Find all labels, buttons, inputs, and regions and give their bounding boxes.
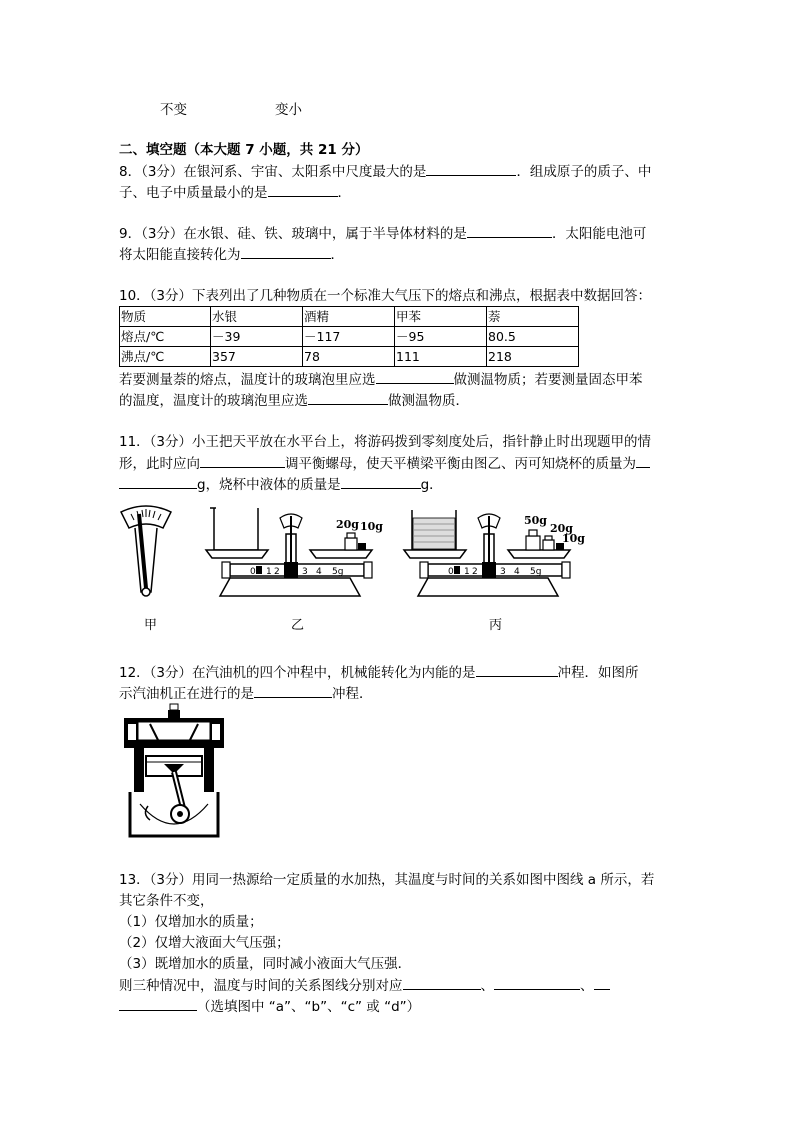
q13-blank-1[interactable] — [403, 975, 481, 990]
q11-blank-2a[interactable] — [636, 453, 650, 468]
q13-text-1: 则三种情况中，温度与时间的关系图线分别对应 — [119, 978, 403, 994]
q13-text-2: （选填图中 “a”、“b”、“c” 或 “d”） — [197, 999, 421, 1015]
q11-text-3: g，烧杯中液体的质量是 — [197, 477, 341, 493]
scale-tick: 5g — [332, 567, 344, 577]
q9-blank-1[interactable] — [467, 223, 552, 238]
table-cell: 80.5 — [487, 327, 579, 347]
q9-text-2: ．太阳能电池可 — [551, 226, 647, 242]
engine-figure — [120, 704, 228, 844]
q11-text-2: 调平衡螺母，使天平横梁平衡由图乙、丙可知烧杯的质量为 — [285, 456, 636, 472]
table-cell: 甲苯 — [395, 307, 487, 327]
q13-blank-2[interactable] — [494, 975, 580, 990]
q11-blank-1[interactable] — [200, 453, 285, 468]
scale-tick: 1 — [266, 567, 272, 577]
q8-text-4: ． — [337, 185, 351, 201]
q12-text-3: 示汽油机正在进行的是 — [119, 686, 254, 702]
table-cell: 78 — [303, 347, 395, 367]
scale-tick: 3 — [500, 567, 506, 577]
q10-text-2: 做测温物质；若要测量固态甲苯 — [453, 372, 643, 388]
scale-tick: 3 — [302, 567, 308, 577]
q10-line2 — [119, 369, 643, 390]
balance-bing-figure — [398, 504, 585, 610]
q12-text-4: 冲程． — [332, 686, 373, 702]
table-cell: 熔点/℃ — [120, 327, 211, 347]
table-cell: 水银 — [211, 307, 303, 327]
q10-text-4: 做测温物质． — [388, 393, 469, 409]
label-yi: 乙 — [291, 618, 305, 633]
q11-line2 — [119, 453, 650, 474]
q8-text-1: 8．（3分）在银河系、宇宙、太阳系中尺度最大的是 — [119, 164, 427, 180]
q13-line6 — [119, 975, 610, 996]
table-row — [120, 327, 579, 347]
label-jia: 甲 — [144, 618, 158, 633]
q9-text-4: ． — [330, 247, 344, 263]
q9-line1 — [119, 223, 646, 244]
q8-line2 — [119, 182, 351, 203]
table-cell: 物质 — [120, 307, 211, 327]
q13-sep-2: 、 — [580, 978, 594, 994]
q10-text-1: 若要测量萘的熔点，温度计的玻璃泡里应选 — [119, 372, 376, 388]
balance-yi-figure — [200, 504, 383, 610]
q13-line1: 13．（3分）用同一热源给一定质量的水加热，其温度与时间的关系如图中图线 a 所示，若 — [119, 872, 655, 888]
scale-tick: 2 — [472, 567, 478, 577]
q9-blank-2[interactable] — [241, 244, 331, 259]
properties-table — [119, 306, 579, 367]
scale-tick: 0 — [250, 567, 256, 577]
weight-label: 50g — [524, 514, 547, 527]
scale-tick: 4 — [514, 567, 520, 577]
q9-text-3: 将太阳能直接转化为 — [119, 247, 241, 263]
q13-cond-1: （1）仅增加水的质量； — [119, 914, 263, 930]
q11-line3 — [119, 474, 443, 495]
q13-cond-2: （2）仅增大液面大气压强； — [119, 935, 290, 951]
q13-sep-1: 、 — [480, 978, 494, 994]
q10-intro: 10．（3分）下表列出了几种物质在一个标准大气压下的熔点和沸点，根据表中数据回答： — [119, 288, 652, 304]
q12-line1 — [119, 662, 639, 683]
q10-line3 — [119, 390, 469, 411]
table-header-row — [120, 307, 579, 327]
scale-tick: 0 — [448, 567, 454, 577]
q10-blank-1[interactable] — [376, 369, 454, 384]
q9-line2 — [119, 244, 344, 265]
section-title: 二、填空题（本大题 7 小题，共 21 分） — [119, 142, 369, 158]
dial-jia-figure — [115, 502, 177, 604]
q13-line7 — [119, 996, 420, 1017]
q11-blank-3[interactable] — [341, 474, 421, 489]
q13-cond-3: （3）既增加水的质量，同时减小液面大气压强． — [119, 956, 412, 972]
scale-tick: 2 — [274, 567, 280, 577]
weight-label: 10g — [562, 532, 585, 545]
q13-blank-3b[interactable] — [119, 996, 197, 1011]
q12-text-1: 12．（3分）在汽油机的四个冲程中，机械能转化为内能的是 — [119, 665, 476, 681]
q12-blank-2[interactable] — [254, 683, 332, 698]
q13-blank-3a[interactable] — [594, 975, 610, 990]
q13-line2: 其它条件不变， — [119, 893, 214, 909]
label-bing: 丙 — [489, 618, 503, 633]
table-row — [120, 347, 579, 367]
q10-text-3: 的温度，温度计的玻璃泡里应选 — [119, 393, 308, 409]
scale-tick: 1 — [464, 567, 470, 577]
table-cell: 沸点/℃ — [120, 347, 211, 367]
option-a: 不变 — [160, 102, 187, 118]
scale-tick: 5g — [530, 567, 542, 577]
q11-blank-2b[interactable] — [119, 474, 197, 489]
q9-text-1: 9．（3分）在水银、硅、铁、玻璃中，属于半导体材料的是 — [119, 226, 467, 242]
table-cell: －95 — [395, 327, 487, 347]
q8-blank-2[interactable] — [268, 182, 338, 197]
q12-line2 — [119, 683, 373, 704]
weight-label: 10g — [360, 520, 383, 533]
q8-blank-1[interactable] — [426, 161, 516, 176]
q12-blank-1[interactable] — [476, 662, 558, 677]
table-cell: －117 — [303, 327, 395, 347]
q10-blank-2[interactable] — [308, 390, 388, 405]
q11-text-1: 形，此时应向 — [119, 456, 200, 472]
weight-label: 20g — [336, 518, 359, 531]
table-cell: 萘 — [487, 307, 579, 327]
table-cell: 酒精 — [303, 307, 395, 327]
table-cell: 111 — [395, 347, 487, 367]
q8-text-2: ．组成原子的质子、中 — [516, 164, 652, 180]
scale-tick: 4 — [316, 567, 322, 577]
option-b: 变小 — [275, 102, 302, 118]
q12-text-2: 冲程．如图所 — [557, 665, 639, 681]
weight-label: 20g — [550, 522, 573, 535]
table-cell: －39 — [211, 327, 303, 347]
q8-line1 — [119, 161, 651, 182]
table-cell: 357 — [211, 347, 303, 367]
table-cell: 218 — [487, 347, 579, 367]
q11-text-4: g． — [420, 477, 443, 493]
q11-line1: 11．（3分）小王把天平放在水平台上，将游码拨到零刻度处后，指针静止时出现题甲的情 — [119, 434, 652, 450]
q8-text-3: 子、电子中质量最小的是 — [119, 185, 268, 201]
